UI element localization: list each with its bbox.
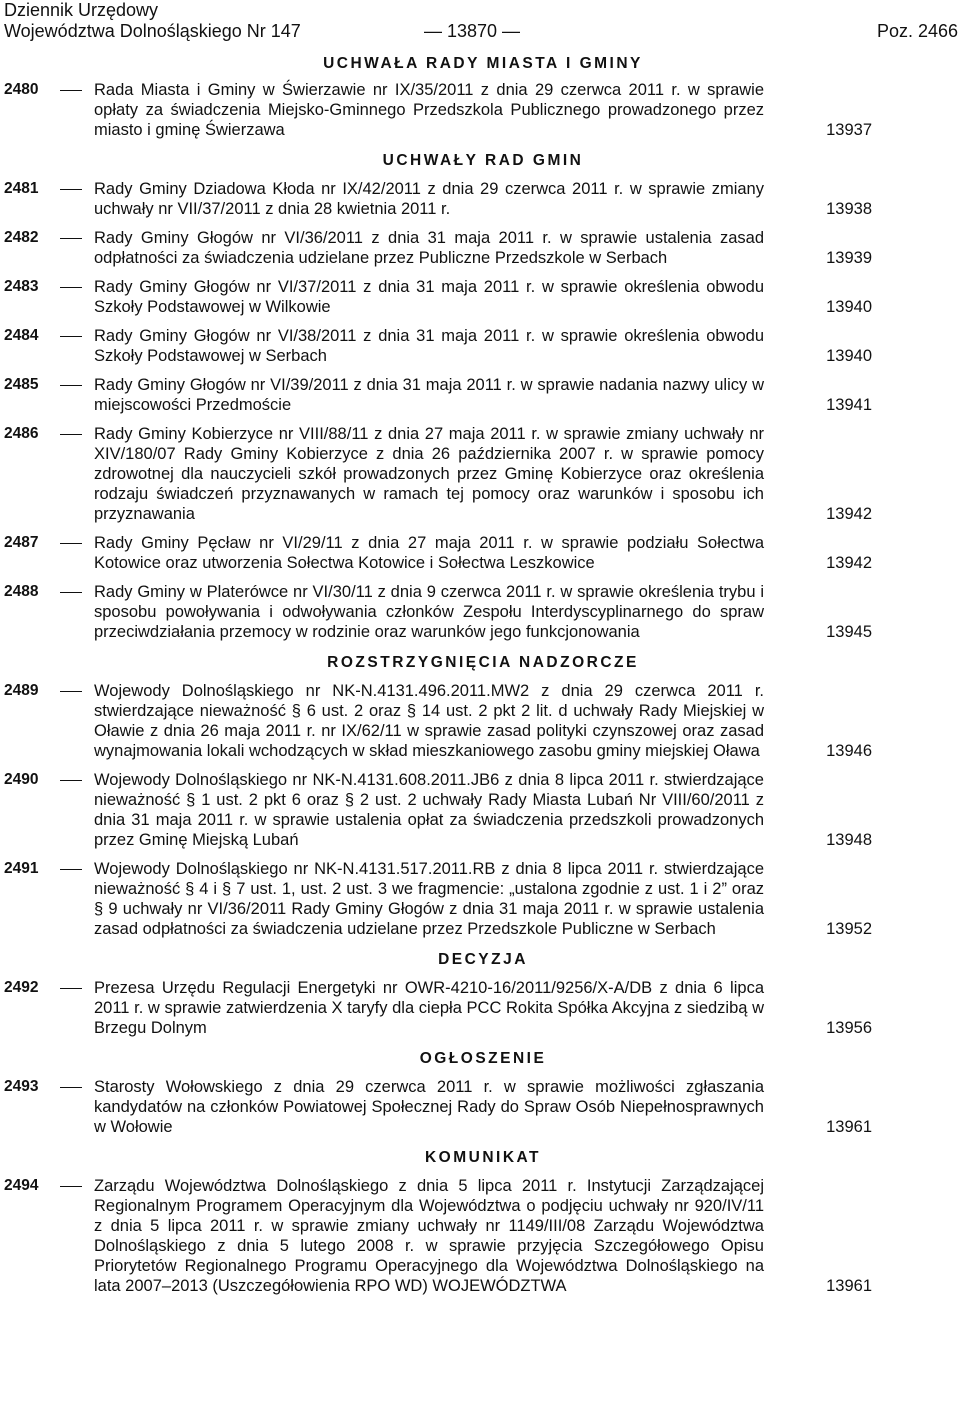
entry-page: 13941 bbox=[826, 396, 872, 414]
dash-separator bbox=[52, 1176, 94, 1296]
dash-separator bbox=[52, 277, 94, 317]
entry-number: 2484 bbox=[4, 327, 39, 344]
section-title: UCHWAŁY RAD GMIN bbox=[382, 152, 584, 169]
entry-number: 2486 bbox=[4, 425, 39, 442]
entry-description: Rady Gminy Głogów nr VI/38/2011 z dnia 31 maja 2011 r. w sprawie określenia obwodu Szkoły Podstawowej w Serbach bbox=[94, 327, 764, 365]
list-item bbox=[4, 228, 872, 268]
entry-page: 13940 bbox=[826, 298, 872, 316]
table-of-contents bbox=[4, 44, 872, 1305]
section-title: KOMUNIKAT bbox=[424, 1149, 542, 1166]
entry-page: 13945 bbox=[826, 623, 872, 641]
entry-number: 2493 bbox=[4, 1078, 39, 1095]
entry-description: Rady Gminy Kobierzyce nr VIII/88/11 z dnia 27 maja 2011 r. w sprawie zmiany uchwały nr XIV/180/07 Rady Gminy Kobierzyce z dnia 26 października 2007 r. w sprawie pomocy zdrowotnej dla nauczycieli szkół prowadzonych przez Gminę Kobierzyce oraz określenia rodzaju świadczeń przyznawanych w ramach tej pomocy oraz warunków i sposobu ich przyznawania bbox=[94, 425, 764, 523]
dash-separator bbox=[52, 80, 94, 140]
dash-separator bbox=[52, 681, 94, 761]
dash-separator bbox=[52, 179, 94, 219]
list-item bbox=[4, 681, 872, 761]
section-title: ROZSTRZYGNIĘCIA NADZORCZE bbox=[327, 654, 639, 671]
entry-number: 2482 bbox=[4, 229, 39, 246]
entry-description: Rada Miasta i Gminy w Świerzawie nr IX/35/2011 z dnia 29 czerwca 2011 r. w sprawie opłaty za świadczenia Miejsko-Gminnego Przedszkola Publicznego prowadzonego przez miasto i gminę Świerzawa bbox=[94, 81, 764, 139]
entry-description: Wojewody Dolnośląskiego nr NK-N.4131.517.2011.RB z dnia 8 lipca 2011 r. stwierdzające nieważność § 4 i § 7 ust. 1, ust. 2 ust. 3 we fragmencie: „ustalona zgodnie z ust. 1 i 2” oraz § 9 uchwały nr VI/36/2011 Rady Gminy Głogów z dnia 31 maja 2011 r. w sprawie ustalenia zasad odpłatności za świadczenia udzielane przez Przedszkole Publiczne w Serbach bbox=[94, 860, 764, 938]
entry-page: 13937 bbox=[826, 121, 872, 139]
list-item bbox=[4, 533, 872, 573]
dash-separator bbox=[52, 770, 94, 850]
dash-separator bbox=[52, 533, 94, 573]
entry-description: Rady Gminy w Platerówce nr VI/30/11 z dnia 9 czerwca 2011 r. w sprawie określenia trybu i sposobu powoływania i odwoływania członków Zespołu Interdyscyplinarnego do spraw przeciwdziałania przemocy w rodzinie oraz warunków jego funkcjonowania bbox=[94, 583, 764, 641]
entry-description: Rady Gminy Głogów nr VI/39/2011 z dnia 31 maja 2011 r. w sprawie nadania nazwy ulicy w miejscowości Przedmoście bbox=[94, 376, 764, 414]
entry-description: Prezesa Urzędu Regulacji Energetyki nr OWR-4210-16/2011/9256/X-A/DB z dnia 6 lipca 2011 r. w sprawie zatwierdzenia X taryfy dla ciepła PCC Rokita Spółka Akcyjna z siedzibą w Brzegu Dolnym bbox=[94, 979, 764, 1037]
entry-page: 13952 bbox=[826, 920, 872, 938]
dash-separator bbox=[52, 228, 94, 268]
list-item bbox=[4, 424, 872, 524]
journal-title-line2: Województwa Dolnośląskiego Nr 147 bbox=[4, 21, 301, 41]
entry-number: 2492 bbox=[4, 979, 39, 996]
list-item bbox=[4, 375, 872, 415]
journal-title-line1: Dziennik Urzędowy bbox=[4, 0, 159, 20]
dash-separator bbox=[52, 582, 94, 642]
dash-separator bbox=[52, 326, 94, 366]
entry-number: 2490 bbox=[4, 771, 39, 788]
entry-description: Rady Gminy Dziadowa Kłoda nr IX/42/2011 z dnia 29 czerwca 2011 r. w sprawie zmiany uchwały nr VII/37/2011 z dnia 28 kwietnia 2011 r. bbox=[94, 180, 764, 218]
entry-number: 2481 bbox=[4, 180, 39, 197]
dash-separator bbox=[52, 1077, 94, 1137]
entry-page: 13942 bbox=[826, 505, 872, 523]
list-item bbox=[4, 859, 872, 939]
page-number: — 13870 — bbox=[424, 21, 521, 41]
entry-description: Rady Gminy Pęcław nr VI/29/11 z dnia 27 maja 2011 r. w sprawie podziału Sołectwa Kotowice oraz utworzenia Sołectwa Kotowice i Sołectwa Leszkowice bbox=[94, 534, 764, 572]
list-item bbox=[4, 582, 872, 642]
entry-description: Zarządu Województwa Dolnośląskiego z dnia 5 lipca 2011 r. Instytucji Zarządzającej Regionalnym Programem Operacyjnym dla Województwa o podjęciu uchwały nr 920/IV/11 z dnia 5 lipca 2011 r. w sprawie zmiany uchwały nr 1149/III/08 Zarządu Województwa Dolnośląskiego z dnia 5 lutego 2008 r. w sprawie przyjęcia Szczegółowego Opisu Priorytetów Regionalnego Programu Operacyjnego dla Województwa Dolnośląskiego na lata 2007–2013 (Uszczegółowienia RPO WD) WOJEWÓDZTWA bbox=[94, 1177, 764, 1295]
entry-description: Rady Gminy Głogów nr VI/36/2011 z dnia 31 maja 2011 r. w sprawie ustalenia zasad odpłatności za świadczenia udzielane przez Publiczne Przedszkole w Serbach bbox=[94, 229, 764, 267]
entry-page: 13940 bbox=[826, 347, 872, 365]
entry-number: 2485 bbox=[4, 376, 39, 393]
dash-separator bbox=[52, 978, 94, 1038]
entry-page: 13938 bbox=[826, 200, 872, 218]
list-item bbox=[4, 277, 872, 317]
entry-number: 2494 bbox=[4, 1177, 39, 1194]
entry-number: 2487 bbox=[4, 534, 39, 551]
list-item bbox=[4, 80, 872, 140]
dash-separator bbox=[52, 375, 94, 415]
entry-number: 2483 bbox=[4, 278, 39, 295]
entry-number: 2489 bbox=[4, 682, 39, 699]
list-item bbox=[4, 1077, 872, 1137]
list-item bbox=[4, 978, 872, 1038]
entry-page: 13961 bbox=[826, 1118, 872, 1136]
entry-page: 13939 bbox=[826, 249, 872, 267]
entry-description: Starosty Wołowskiego z dnia 29 czerwca 2011 r. w sprawie możliwości zgłaszania kandydatów na członków Powiatowej Społecznej Rady do Spraw Osób Niepełnosprawnych w Wołowie bbox=[94, 1078, 764, 1136]
entry-page: 13942 bbox=[826, 554, 872, 572]
section-title: DECYZJA bbox=[438, 951, 528, 968]
entry-page: 13948 bbox=[826, 831, 872, 849]
dash-separator bbox=[52, 424, 94, 524]
entry-number: 2480 bbox=[4, 81, 39, 98]
section-title: OGŁOSZENIE bbox=[419, 1050, 547, 1067]
section-title: UCHWAŁA RADY MIASTA I GMINY bbox=[323, 55, 643, 72]
entry-description: Wojewody Dolnośląskiego nr NK-N.4131.608.2011.JB6 z dnia 8 lipca 2011 r. stwierdzające nieważność § 1 ust. 2 pkt 6 oraz § 2 ust. 2 uchwały Rady Miasta Lubań Nr VIII/60/2011 z dnia 31 maja 2011 r. w sprawie ustalenia opłat za świadczenia przedszkoli prowadzonych przez Gminę Miejską Lubań bbox=[94, 771, 764, 849]
entry-description: Wojewody Dolnośląskiego nr NK-N.4131.496.2011.MW2 z dnia 29 czerwca 2011 r. stwierdzające nieważność § 6 ust. 2 oraz § 14 ust. 2 pkt 2 lit. d uchwały Rady Miejskiej w Oławie z dnia 26 maja 2011 r. nr IX/62/11 w sprawie zasad polityki czynszowej oraz zasad wynajmowania lokali wchodzących w skład mieszkaniowego zasobu gminy miejskiej Oława bbox=[94, 682, 764, 760]
list-item bbox=[4, 179, 872, 219]
position-number: Poz. 2466 bbox=[876, 21, 958, 41]
entry-number: 2488 bbox=[4, 583, 39, 600]
entry-page: 13946 bbox=[826, 742, 872, 760]
entry-page: 13956 bbox=[826, 1019, 872, 1037]
dash-separator bbox=[52, 859, 94, 939]
entry-number: 2491 bbox=[4, 860, 39, 877]
list-item bbox=[4, 326, 872, 366]
list-item bbox=[4, 770, 872, 850]
entry-page: 13961 bbox=[826, 1277, 872, 1295]
list-item bbox=[4, 1176, 872, 1296]
entry-description: Rady Gminy Głogów nr VI/37/2011 z dnia 31 maja 2011 r. w sprawie określenia obwodu Szkoły Podstawowej w Wilkowie bbox=[94, 278, 764, 316]
page-header bbox=[4, 0, 958, 44]
